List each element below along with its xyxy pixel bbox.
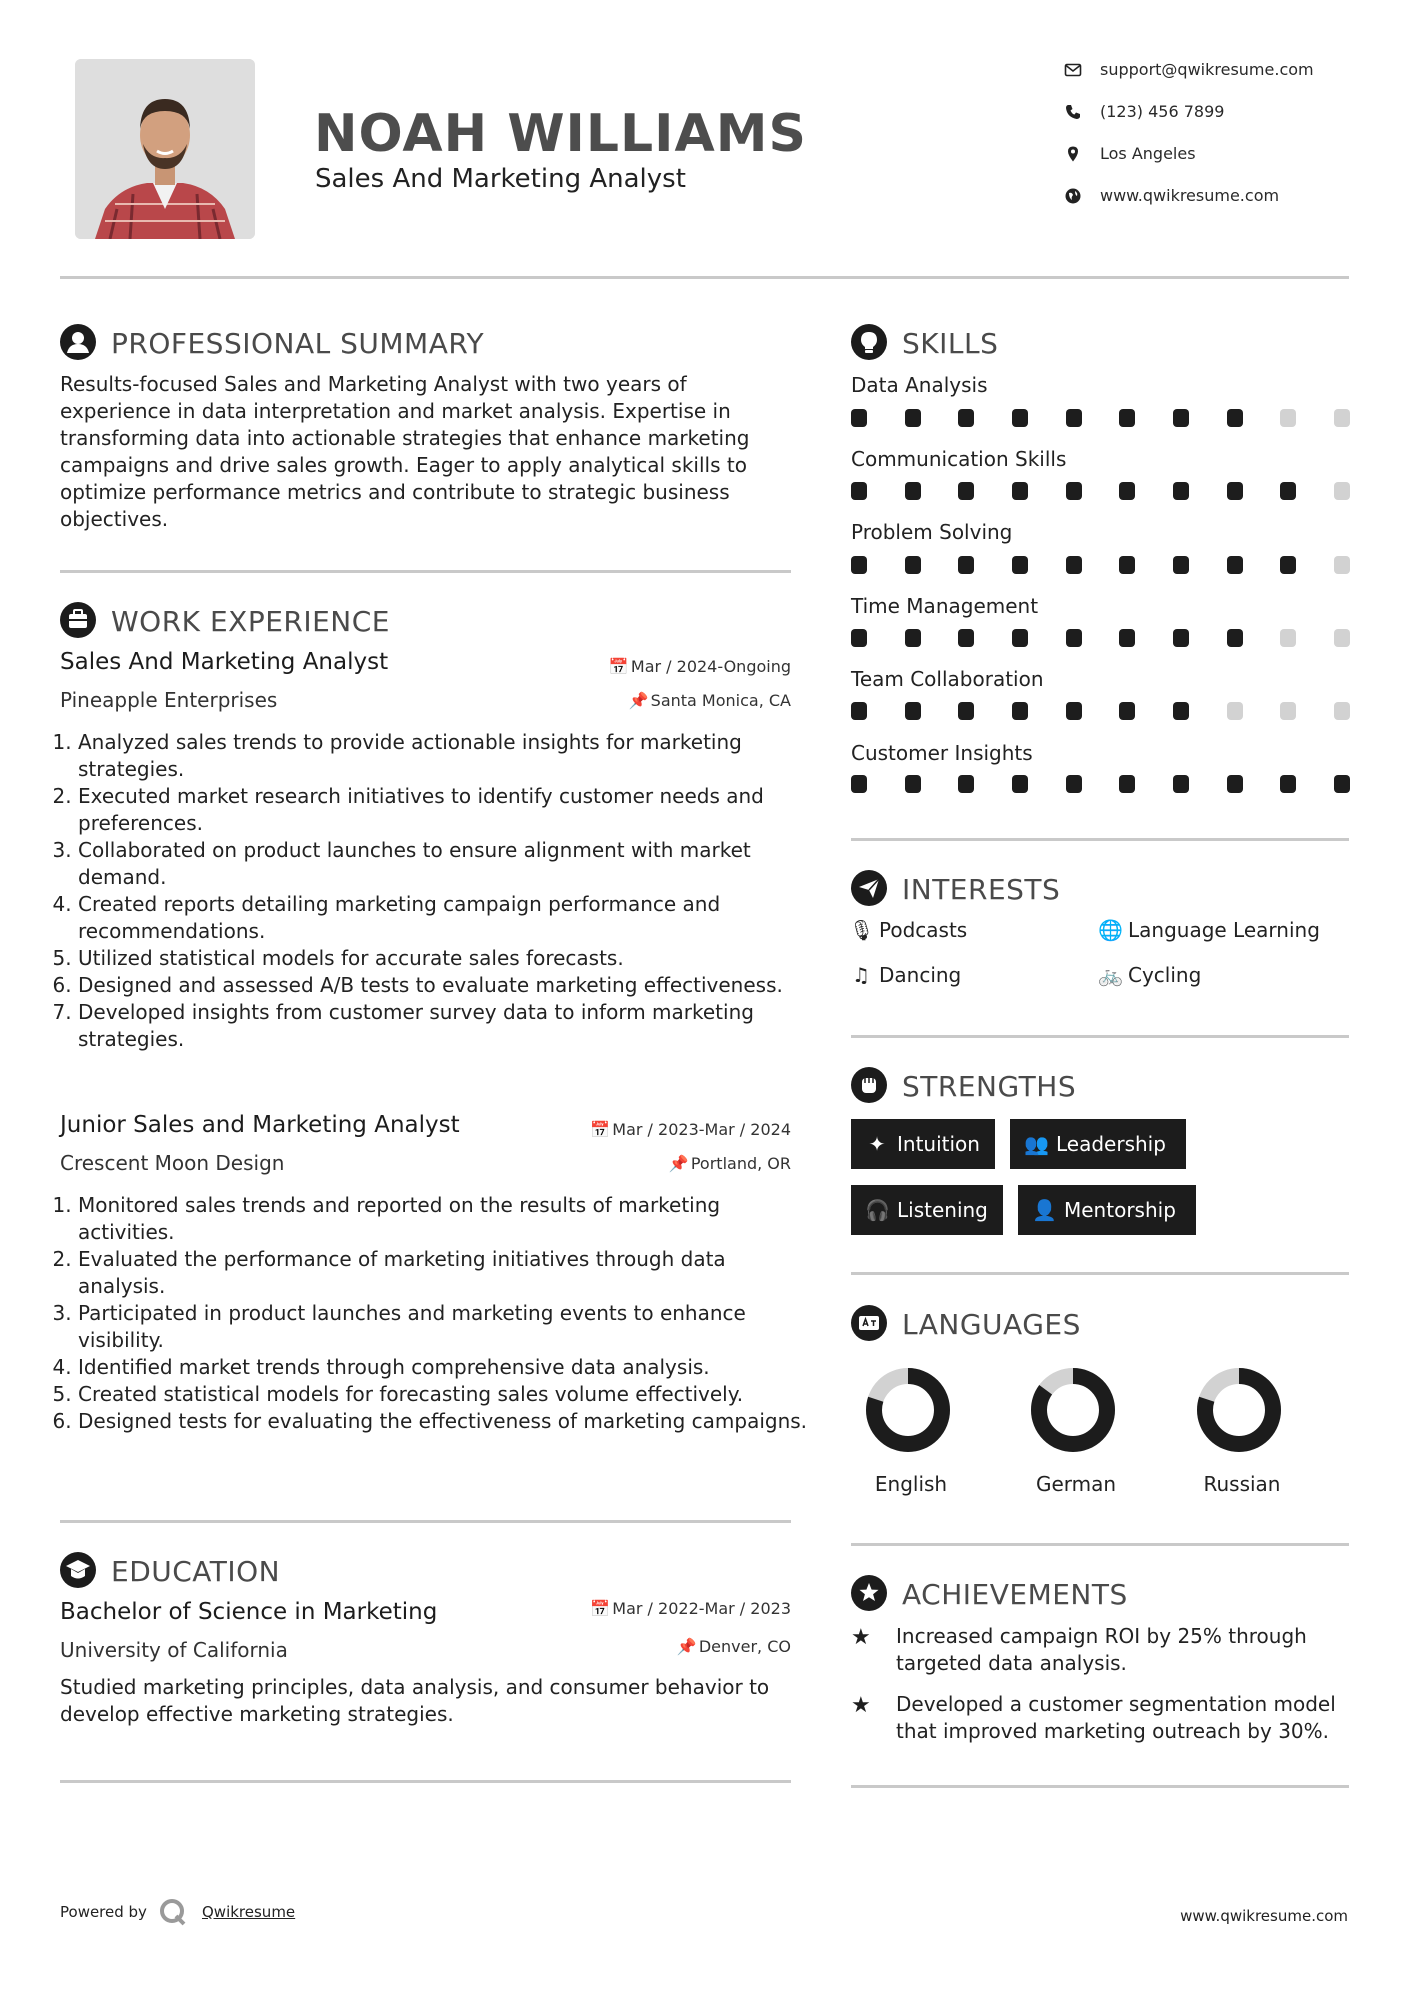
education-heading-text: EDUCATION [111,1555,281,1588]
job-dates-text: Mar / 2024-Ongoing [630,657,791,676]
skill-rating [851,556,1350,574]
skill-dot [1227,556,1243,574]
skill-dot [1280,702,1296,720]
achievement-text [896,1691,1361,1745]
header-divider [60,276,1349,279]
strength-label: Leadership [1056,1132,1166,1156]
job-location-text: Santa Monica, CA [650,691,791,710]
skill-dot [1334,482,1350,500]
strengths-heading-text: STRENGTHS [902,1070,1077,1103]
education-dates-text: Mar / 2022-Mar / 2023 [612,1599,791,1618]
contact-email-text: support@qwikresume.com [1100,60,1314,79]
skill-dot [851,482,867,500]
skill-dot [1119,629,1135,647]
skill-dot [1227,409,1243,427]
skill-dot [851,409,867,427]
language-label: German [1035,1472,1117,1496]
skills-heading-text: SKILLS [902,327,999,360]
degree-title: Bachelor of Science in Marketing [60,1599,438,1625]
globe-icon [1064,187,1082,205]
users-icon: 👥 [1024,1132,1049,1156]
strengths-divider [851,1272,1349,1275]
skill-dot [905,775,921,793]
skill-dot [1012,409,1028,427]
language-ring [1205,1376,1273,1444]
education-heading [60,1552,560,1590]
language-rings [860,1360,1360,1460]
skill-dot [1334,409,1350,427]
skill-dot [958,556,974,574]
duty-item: 2. Evaluated the performance of marketing initiatives through data analysis. [78,1246,808,1300]
skill-dot [851,702,867,720]
job-duties [59,729,808,1053]
skill-name: Team Collaboration [851,667,1044,691]
skill-dot [851,775,867,793]
skill-dot [851,556,867,574]
achievements-heading-text: ACHIEVEMENTS [902,1578,1128,1611]
achievements-heading [851,1575,1151,1613]
skill-dot [1066,702,1082,720]
skill-dot [1066,409,1082,427]
skill-dot [1173,629,1189,647]
star-badge-icon [851,1575,887,1611]
language-ring [874,1376,942,1444]
job-duties [59,1192,808,1435]
interests-heading [851,870,1151,908]
language-card-icon [851,1305,887,1341]
pushpin-icon: 📌 [668,1154,689,1173]
skill-dot [1280,482,1296,500]
pushpin-icon: 📌 [676,1637,697,1656]
skill-dot [1066,556,1082,574]
briefcase-icon [60,602,96,638]
skill-dot [1227,775,1243,793]
duty-item: 5. Created statistical models for forecasting sales volume effectively. [78,1381,808,1408]
summary-line: objectives. [60,507,169,531]
duty-item: 4. Created reports detailing marketing campaign performance and recommendations. [78,891,808,945]
education-line: develop effective marketing strategies. [60,1702,454,1726]
summary-line: Results-focused Sales and Marketing Analyst with two years of [60,372,687,396]
calendar-icon: 📅 [608,657,629,676]
duty-item: 1. Monitored sales trends and reported on the results of marketing activities. [78,1192,808,1246]
envelope-icon [1064,61,1082,79]
skill-dot [1119,702,1135,720]
music-note-icon: ♫ [852,963,870,987]
skill-name: Data Analysis [851,373,988,397]
skill-dot [1227,702,1243,720]
job-dates-text: Mar / 2023-Mar / 2024 [612,1120,791,1139]
strength-tag [851,1185,1003,1235]
skill-dot [1119,409,1135,427]
skill-name: Customer Insights [851,741,1033,765]
skill-dot [1173,482,1189,500]
candidate-title: Sales And Marketing Analyst [315,164,686,194]
achievement-item [851,1691,1361,1747]
skill-dot [958,482,974,500]
duty-item: 4. Identified market trends through comprehensive data analysis. [78,1354,808,1381]
interest-label: Cycling [1128,963,1202,987]
job-title: Sales And Marketing Analyst [60,649,389,675]
skill-dot [1066,482,1082,500]
job-dates [520,657,791,676]
skill-name: Communication Skills [851,447,1067,471]
paper-plane-icon [851,870,887,906]
duty-item: 6. Designed tests for evaluating the effectiveness of marketing campaigns. [78,1408,808,1435]
contact-email[interactable] [1064,60,1344,82]
skill-dot [1334,702,1350,720]
duty-item: 3. Participated in product launches and marketing events to enhance visibility. [78,1300,808,1354]
skill-rating [851,775,1350,793]
strengths-heading [851,1067,1151,1105]
skills-divider [851,838,1349,841]
summary-heading-text: PROFESSIONAL SUMMARY [111,327,485,360]
language-ring [1039,1376,1107,1444]
footer-site-link[interactable]: www.qwikresume.com [1180,1907,1348,1925]
user-icon [60,324,96,360]
duty-item: 7. Developed insights from customer survey data to inform marketing strategies. [78,999,808,1053]
profile-photo [75,59,255,239]
languages-heading-text: LANGUAGES [902,1308,1081,1341]
footer-powered-by: Powered by [60,1903,147,1921]
skill-dot [1173,409,1189,427]
strength-label: Intuition [897,1132,980,1156]
interest-label: Dancing [879,963,962,987]
interest-item [849,918,967,942]
education-line: Studied marketing principles, data analysis, and consumer behavior to [60,1675,770,1699]
skill-name: Time Management [851,594,1039,618]
magic-wand-icon: ✦ [868,1132,886,1156]
skill-dot [1012,775,1028,793]
job-location [520,1154,791,1173]
microphone-icon: 🎙 [849,918,875,942]
footer-brand-link[interactable]: Qwikresume [202,1903,296,1921]
strength-tag [851,1119,995,1169]
language-label: Russian [1203,1472,1281,1496]
interest-label: Language Learning [1128,918,1320,942]
user-plus-icon: 👤 [1032,1198,1057,1222]
skill-rating [851,702,1350,720]
contact-phone-text: (123) 456 7899 [1100,102,1225,121]
calendar-icon: 📅 [590,1120,611,1139]
skill-dot [1227,629,1243,647]
education-description [60,1674,800,1728]
skill-dot [905,629,921,647]
interests-heading-text: INTERESTS [902,873,1061,906]
job-location [520,691,791,710]
achievement-line: Increased campaign ROI by 25% through [896,1624,1307,1648]
job-dates [520,1120,791,1139]
skill-dot [905,409,921,427]
skill-dot [1334,556,1350,574]
skill-dot [1119,775,1135,793]
skill-dot [1012,629,1028,647]
achievements-divider [851,1785,1349,1788]
education-location [520,1637,791,1656]
education-divider [60,1780,791,1783]
skill-dot [905,702,921,720]
skill-name: Problem Solving [851,520,1013,544]
skill-dot [1173,556,1189,574]
interest-item [849,963,961,987]
summary-heading [60,324,560,362]
skill-dot [1066,775,1082,793]
contact-website-text: www.qwikresume.com [1100,186,1280,205]
fist-icon [851,1067,887,1103]
candidate-name: NOAH WILLIAMS [314,104,807,164]
skill-rating [851,482,1350,500]
interest-item [1098,918,1320,942]
skill-dot [851,629,867,647]
contact-website[interactable] [1064,186,1344,208]
contact-location [1064,144,1344,166]
headphones-icon: 🎧 [865,1198,890,1222]
duty-item: 5. Utilized statistical models for accurate sales forecasts. [78,945,808,972]
strength-label: Listening [897,1198,988,1222]
phone-icon [1064,103,1082,121]
strength-label: Mentorship [1064,1198,1176,1222]
achievement-text [896,1623,1361,1677]
skill-dot [1334,775,1350,793]
summary-text [60,371,800,533]
strength-tag [1010,1119,1186,1169]
languages-heading [851,1305,1151,1343]
education-location-text: Denver, CO [698,1637,791,1656]
lightbulb-icon [851,324,887,360]
skill-dot [1012,702,1028,720]
skill-dot [1280,556,1296,574]
interests-divider [851,1035,1349,1038]
skill-dot [1173,775,1189,793]
skill-dot [958,409,974,427]
job-location-text: Portland, OR [690,1154,791,1173]
pushpin-icon: 📌 [628,691,649,710]
star-icon: ★ [851,1625,871,1650]
languages-divider [851,1543,1349,1546]
skill-dot [1066,629,1082,647]
summary-line: experience in data interpretation and market analysis. Expertise in [60,399,731,423]
skill-dot [1012,482,1028,500]
skill-dot [958,775,974,793]
bicycle-icon: 🚲 [1098,963,1123,987]
achievement-line: Developed a customer segmentation model [896,1692,1336,1716]
interest-item [1098,963,1201,987]
skill-dot [1173,702,1189,720]
graduation-icon [60,1552,96,1588]
skill-dot [1119,482,1135,500]
work-heading [60,602,560,640]
achievement-item [851,1623,1361,1679]
skills-heading [851,324,1151,362]
summary-line: campaigns and drive sales growth. Eager to apply analytical skills to [60,453,747,477]
duty-item: 2. Executed market research initiatives to identify customer needs and preferences. [78,783,808,837]
qwikresume-logo-icon [158,1897,188,1927]
duty-item: 1. Analyzed sales trends to provide actionable insights for marketing strategies. [78,729,808,783]
interest-label: Podcasts [879,918,968,942]
education-dates [520,1599,791,1618]
contact-phone[interactable] [1064,102,1344,124]
contact-location-text: Los Angeles [1100,144,1196,163]
calendar-icon: 📅 [590,1599,611,1618]
duty-item: 3. Collaborated on product launches to ensure alignment with market demand. [78,837,808,891]
skill-dot [1280,775,1296,793]
summary-line: optimize performance metrics and contribute to strategic business [60,480,730,504]
globe-icon: 🌐 [1098,918,1123,942]
skill-dot [958,702,974,720]
job-company: Crescent Moon Design [60,1151,285,1175]
skill-dot [1012,556,1028,574]
skill-dot [1280,409,1296,427]
skill-rating [851,409,1350,427]
achievement-line: that improved marketing outreach by 30%. [896,1719,1330,1743]
skill-dot [1334,629,1350,647]
skill-dot [1119,556,1135,574]
map-pin-icon [1064,145,1082,163]
work-divider [60,1520,791,1523]
job-company: Pineapple Enterprises [60,688,278,712]
duty-item: 6. Designed and assessed A/B tests to evaluate marketing effectiveness. [78,972,808,999]
summary-divider [60,570,791,573]
language-label: English [874,1472,948,1496]
skill-rating [851,629,1350,647]
skill-dot [1227,482,1243,500]
skill-dot [1280,629,1296,647]
skill-dot [905,556,921,574]
school-name: University of California [60,1638,288,1662]
skill-dot [905,482,921,500]
strength-tag [1018,1185,1196,1235]
work-heading-text: WORK EXPERIENCE [111,605,390,638]
job-title: Junior Sales and Marketing Analyst [60,1112,460,1138]
star-icon: ★ [851,1693,871,1718]
achievement-line: targeted data analysis. [896,1651,1127,1675]
summary-line: transforming data into actionable strategies that enhance marketing [60,426,750,450]
skill-dot [958,629,974,647]
